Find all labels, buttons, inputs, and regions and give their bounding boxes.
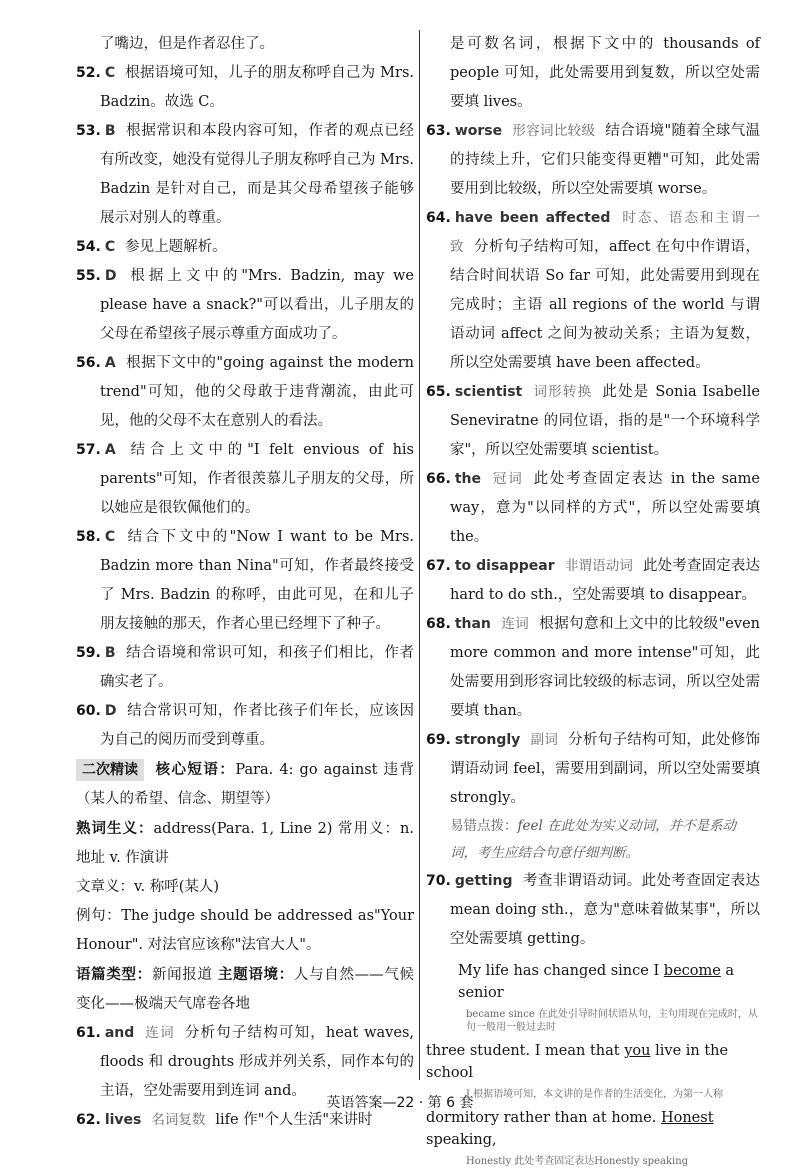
answer-key: lives (104, 1112, 142, 1128)
answer-key: C (104, 65, 116, 81)
answer-number: 61. (76, 1025, 101, 1041)
answer-key: D (104, 268, 117, 284)
passage-type (76, 960, 414, 1019)
answer-category: 词形转换 (532, 384, 593, 400)
answer-category: 形容词比较级 (512, 123, 596, 139)
answer-item (76, 639, 414, 697)
answer-key: to disappear (454, 558, 555, 574)
answer-explanation: 结合语境和常识可知，和孩子们相比，作者确实老了。 (100, 645, 414, 690)
column-divider (419, 30, 420, 1080)
theme-context-label: 主题语境： (217, 966, 294, 983)
answer-key: scientist (454, 384, 523, 400)
passage-line (426, 1107, 760, 1151)
passage-type-text: 新闻报道 (151, 967, 213, 983)
answer-number: 63. (426, 123, 451, 139)
answer-item (76, 523, 414, 639)
passage-text: three student. I mean that (426, 1043, 625, 1059)
correction-note: became since 在此处引导时间状语从句，主句用现在完成时，从句一般用一般过去时 (466, 1009, 758, 1033)
answer-key: A (104, 442, 116, 458)
answer-explanation: life 作"个人生活"来讲时 (215, 1112, 373, 1128)
answer-category: 名词复数 (151, 1112, 206, 1128)
answer-item (426, 378, 760, 465)
answer-explanation: 此处考查固定表达 in the same way，意为"以同样的方式"，所以空处需要填 the。 (450, 471, 761, 545)
answer-category: 冠词 (490, 471, 524, 487)
answer-continuation: 了嘴边，但是作者忍住了。 (100, 36, 274, 52)
answer-item (426, 867, 760, 954)
answer-key: have been affected (454, 210, 611, 226)
answer-explanation: 结合语境"随着全球气温的持续上升，它们只能变得更糟"可知，此处需要用到比较级，所以空处需要填 worse。 (450, 123, 761, 197)
answer-key: C (104, 529, 116, 545)
answer-key: and (104, 1025, 135, 1041)
answer-item (426, 117, 760, 204)
answer-explanation: 此处考查固定表达 hard to do sth.，空处需要填 to disappear。 (450, 558, 760, 603)
answer-number: 59. (76, 645, 101, 661)
answer-number: 64. (426, 210, 451, 226)
answer-number: 52. (76, 65, 101, 81)
theme-context-text: 人与自然——气候变化——极端天气席卷各地 (76, 967, 415, 1012)
answer-item (76, 59, 414, 117)
familiar-word-text: address(Para. 1, Line 2) 常用义：n. 地址 v. 作演讲 (76, 821, 415, 866)
context-meaning: 文章义：v. 称呼(某人) (76, 879, 220, 895)
answer-explanation: 结合常识可知，作者比孩子们年长，应该因为自己的阅历而受到尊重。 (100, 703, 414, 748)
left-column (76, 30, 414, 1135)
answer-item (426, 610, 760, 726)
answer-category: 副词 (530, 732, 559, 748)
answer-item (76, 233, 414, 262)
answer-key: A (104, 355, 116, 371)
answer-key: worse (454, 123, 503, 139)
passage-type-label: 语篇类型： (76, 966, 152, 983)
familiar-word-label: 熟词生义： (76, 820, 154, 837)
answer-explanation: 根据下文中的"going against the modern trend"可知，他的父母敢于违背潮流，由此可见，他的父母不太在意别人的看法。 (100, 355, 414, 429)
answer-explanation: 根据上文中的"Mrs. Badzin, may we please have a snack?"可以看出，儿子朋友的父母在希望孩子展示尊重方面成功了。 (100, 268, 414, 342)
answer-item (426, 204, 760, 378)
study-section (76, 755, 414, 1019)
answer-explanation: 分析句子结构可知，affect 在句中作谓语，结合时间状语 So far 可知，此处需要用到现在完成时；主语 all regions of the world 与谓语动词 affect 之间为被动关系；主语为复数，所以空处需要填 have been affected。 (450, 239, 760, 371)
answer-key: the (454, 471, 481, 487)
error-tip-text: feel 在此处为实义动词，并不是系动词，考生应结合句意仔细判断。 (450, 818, 737, 861)
answer-item (76, 436, 414, 523)
answer-explanation: 分析句子结构可知，heat waves, floods 和 droughts 形成并列关系，同作本句的主语，空处需要用到连词 and。 (100, 1025, 414, 1099)
example-sentence: 例句：The judge should be addressed as"Your Honour". 对法官应该称"法官大人"。 (76, 908, 414, 953)
answer-explanation: 结合下文中的"Now I want to be Mrs. Badzin more than Nina"可知，作者最终接受了 Mrs. Badzin 的称呼，由此可见，在和儿子朋友接触的那天，作者心里已经埋下了种子。 (100, 529, 414, 632)
answer-item (426, 552, 760, 610)
core-phrase-text: Para. 4: go against 违背（某人的希望、信念、期望等） (76, 762, 415, 807)
answer-category: 时态、语态和主谓一致 (450, 210, 760, 255)
passage-text: live in the school (426, 1043, 729, 1081)
passage-line (426, 960, 760, 1004)
answer-item (76, 262, 414, 349)
passage-text: speaking, (426, 1132, 497, 1148)
right-column (426, 30, 760, 1174)
answer-number: 57. (76, 442, 101, 458)
answer-explanation: 根据语境可知，儿子的朋友称呼自己为 Mrs. Badzin。故选 C。 (100, 65, 414, 110)
answer-explanation: 此处是 Sonia Isabelle Seneviratne 的同位语，指的是"一个环境科学家"，所以空处需要填 scientist。 (450, 384, 760, 458)
answer-number: 55. (76, 268, 101, 284)
answer-item (426, 726, 760, 813)
answer-number: 70. (426, 873, 451, 889)
page-footer: 英语答案—22 · 第 6 套 (326, 1095, 474, 1111)
core-phrase-label: 核心短语： (154, 761, 236, 778)
answer-number: 67. (426, 558, 451, 574)
answer-category: 非谓语动词 (564, 558, 633, 574)
error-tip (426, 813, 760, 867)
answer-explanation: 根据句意和上文中的比较级"even more common and more intense"可知，此处需要用到形容词比较级的标志词，所以空处需要填 than。 (450, 616, 760, 719)
answer-key: B (104, 645, 116, 661)
answer-key: B (104, 123, 116, 139)
answer-item (426, 465, 760, 552)
answer-continuation: 是可数名词，根据下文中的 thousands of people 可知，此处需要用到复数，所以空处需要填 lives。 (450, 36, 760, 110)
answer-explanation: 分析句子结构可知，此处修饰谓语动词 feel，需要用到副词，所以空处需要填 strongly。 (450, 732, 760, 806)
answer-category: 连词 (144, 1025, 175, 1041)
answer-number: 60. (76, 703, 101, 719)
answer-key: strongly (454, 732, 521, 748)
answer-key: getting (454, 873, 513, 889)
familiar-word (76, 814, 414, 873)
passage-text: a senior (458, 963, 735, 1001)
correction-note: I 根据语境可知，本文讲的是作者的生活变化，为第一人称 (466, 1089, 724, 1100)
error-word: Honest (660, 1110, 714, 1126)
answer-item (76, 117, 414, 233)
core-phrase (76, 755, 414, 814)
answer-explanation: 参见上题解析。 (125, 239, 227, 255)
study-badge: 二次精读 (76, 759, 144, 781)
passage-text: dormitory rather than at home. (426, 1110, 661, 1126)
answer-number: 62. (76, 1112, 101, 1128)
error-word: you (624, 1043, 651, 1059)
answer-key: C (104, 239, 116, 255)
answer-number: 66. (426, 471, 451, 487)
answer-explanation: 根据常识和本段内容可知，作者的观点已经有所改变，她没有觉得儿子朋友称呼自己为 Mrs. Badzin 是针对自己，而是其父母希望孩子能够展示对别人的尊重。 (100, 123, 414, 226)
passage-line (426, 1040, 760, 1084)
answer-key: than (454, 616, 491, 632)
correction-note: Honestly 此处考查固定表达Honestly speaking (466, 1156, 689, 1167)
answer-number: 69. (426, 732, 451, 748)
answer-category: 连词 (500, 616, 530, 632)
answer-number: 58. (76, 529, 101, 545)
answer-number: 65. (426, 384, 451, 400)
answer-item (76, 697, 414, 755)
error-tip-label: 易错点拨： (450, 818, 518, 834)
answer-item (76, 349, 414, 436)
answer-number: 53. (76, 123, 101, 139)
passage-text: My life has changed since I (458, 963, 664, 979)
answer-number: 56. (76, 355, 101, 371)
answer-explanation: 考查非谓语动词。此处考查固定表达 mean doing sth.，意为"意味着做某事"，所以空处需要填 getting。 (450, 873, 760, 947)
answer-number: 68. (426, 616, 451, 632)
error-word: become (663, 963, 721, 979)
answer-explanation: 结合上文中的"I felt envious of his parents"可知，作者很羡慕儿子朋友的父母，所以她应是很钦佩他们的。 (100, 442, 414, 516)
answer-key: D (104, 703, 117, 719)
corrected-passage (426, 960, 760, 1168)
answer-number: 54. (76, 239, 101, 255)
